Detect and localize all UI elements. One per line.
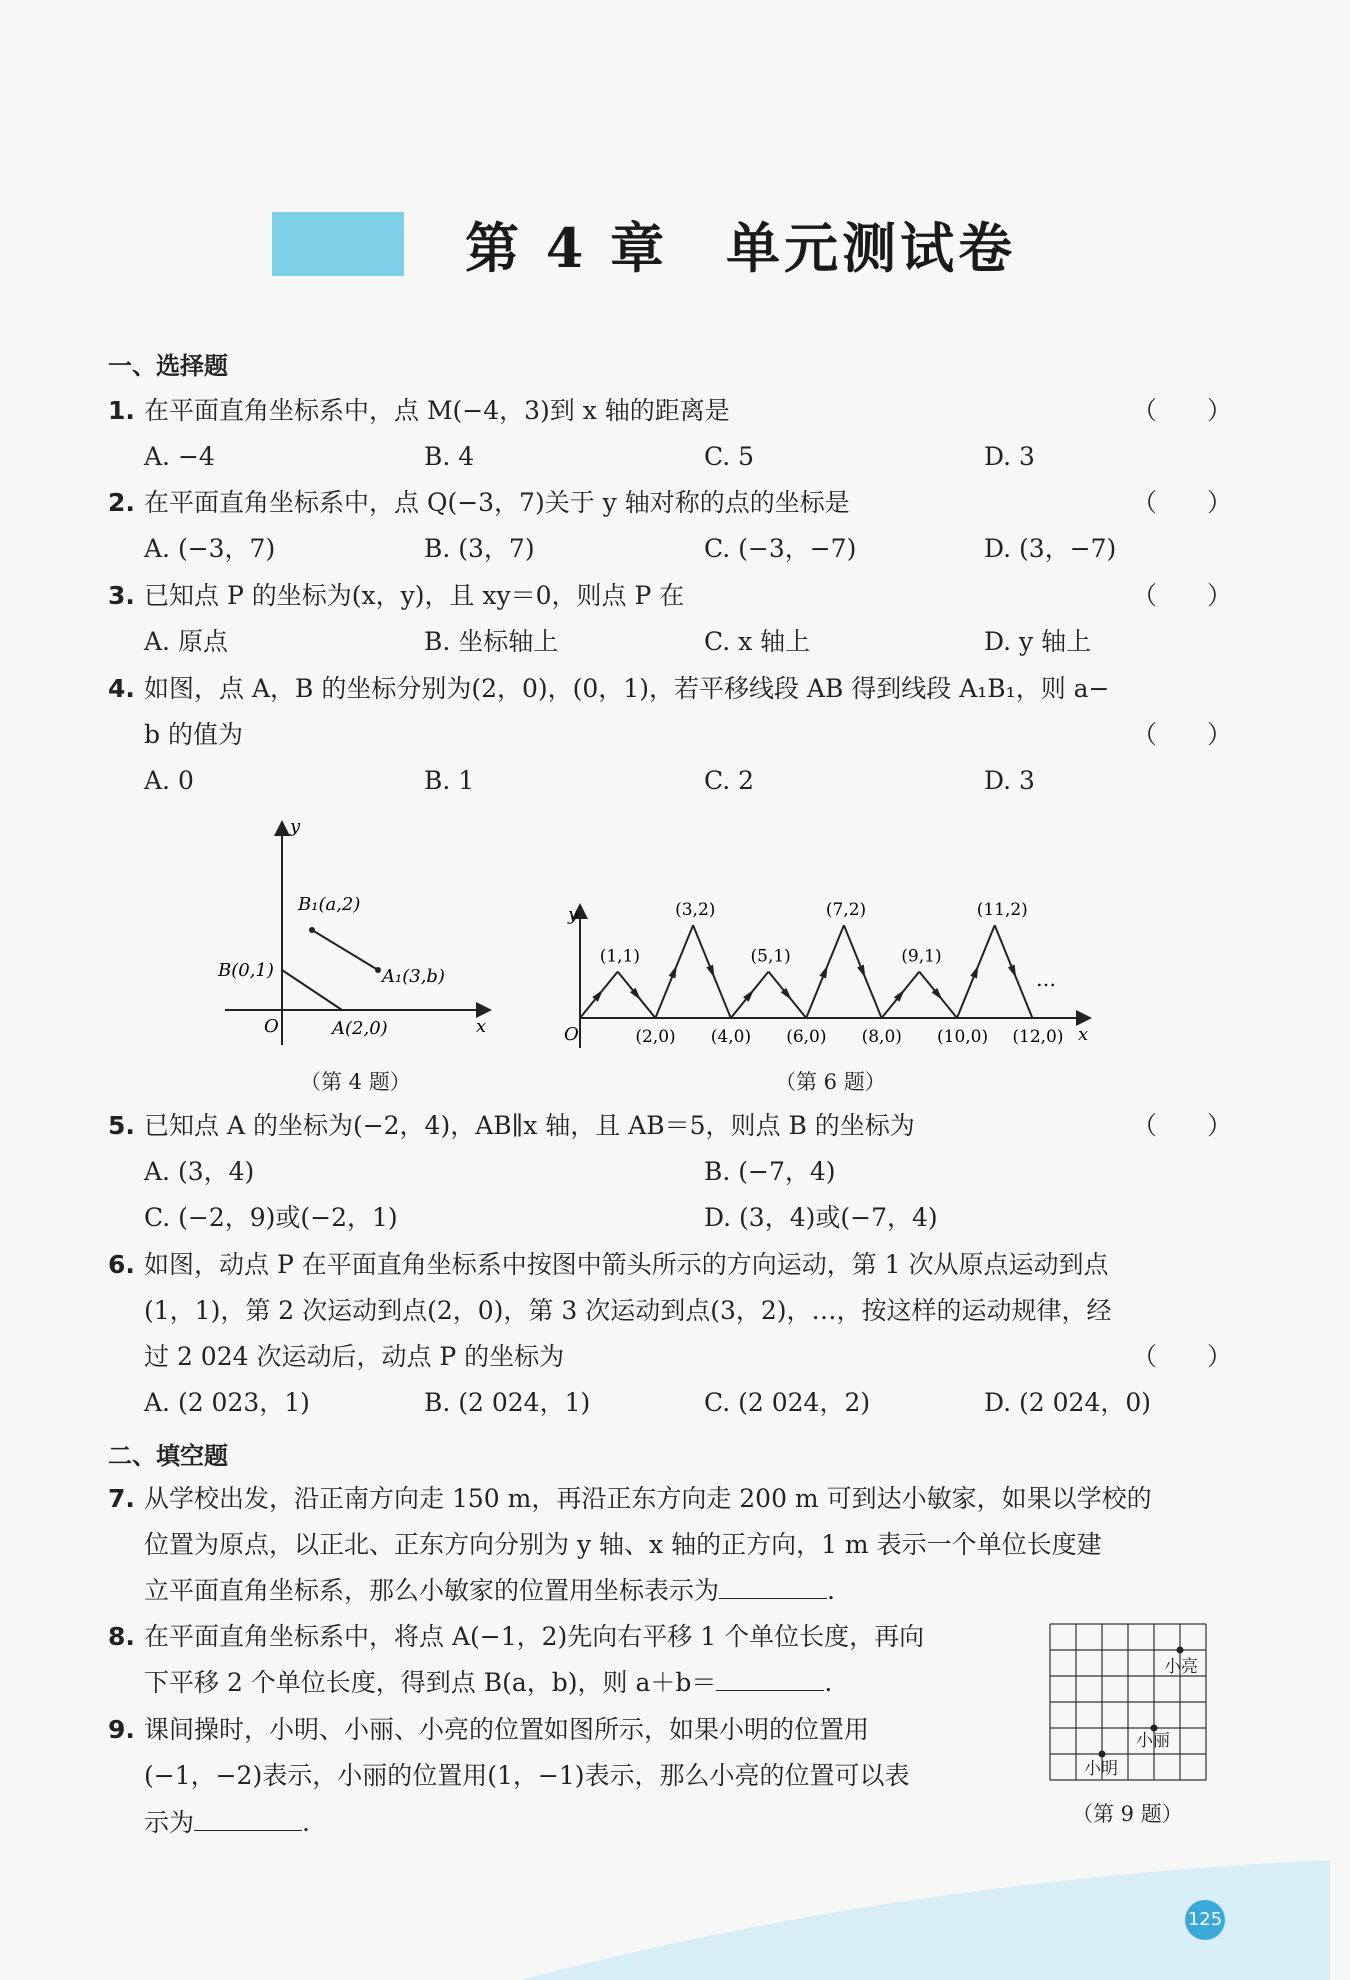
question-text: b 的值为 — [144, 720, 243, 749]
question-1 — [108, 388, 1232, 434]
title-color-block — [272, 212, 404, 276]
option-b: B. 4 — [424, 442, 475, 471]
question-4 — [108, 666, 1232, 712]
option-c: C. 5 — [704, 442, 755, 471]
vertex-label-bottom: (2,0) — [635, 1027, 676, 1047]
question-number: 5. — [108, 1111, 135, 1140]
option-c: C. (−3，−7) — [704, 534, 857, 563]
question-number: 8. — [108, 1622, 135, 1651]
question-3 — [108, 573, 1232, 619]
option-b: B. (−7，4) — [704, 1157, 836, 1186]
option-a: A. 0 — [144, 766, 194, 795]
direction-arrow — [669, 965, 677, 978]
label-a: A(2,0) — [332, 1018, 388, 1039]
x-axis-label: x — [1078, 1024, 1089, 1045]
figure-6-caption: （第 6 题） — [775, 1070, 886, 1094]
period: . — [827, 1576, 835, 1605]
answer-bracket: （ ） — [1131, 581, 1232, 610]
option-d: D. 3 — [984, 766, 1035, 795]
figure-9-grid — [1048, 1622, 1214, 1788]
option-a: A. (2 023，1) — [144, 1388, 310, 1417]
question-number: 1. — [108, 396, 135, 425]
question-number: 6. — [108, 1250, 135, 1279]
option-b: B. (2 024，1) — [424, 1388, 591, 1417]
chapter-title: 第 4 章 单元测试卷 — [465, 216, 1017, 280]
vertex-label-bottom: (4,0) — [710, 1027, 752, 1047]
option-d: D. y 轴上 — [984, 627, 1092, 656]
point-a1 — [375, 967, 381, 973]
direction-arrow — [819, 965, 827, 978]
label-b1: B₁(a,2) — [298, 894, 361, 915]
segment-ab — [282, 970, 342, 1010]
question-5-options-row-1 — [144, 1149, 1234, 1195]
vertex-label-bottom: (12,0) — [1012, 1027, 1064, 1047]
question-9-line-3 — [144, 1800, 310, 1846]
period: . — [302, 1808, 310, 1837]
option-c: C. (2 024，2) — [704, 1388, 871, 1417]
question-number: 3. — [108, 581, 135, 610]
question-6 — [108, 1242, 1232, 1288]
option-b: B. (3，7) — [424, 534, 535, 563]
question-4-options — [144, 758, 1234, 804]
direction-arrow — [706, 965, 714, 978]
answer-bracket: （ ） — [1131, 720, 1232, 749]
question-text: 如图，动点 P 在平面直角坐标系中按图中箭头所示的方向运动，第 1 次从原点运动到点 — [144, 1250, 1109, 1279]
motion-path — [580, 900, 1064, 1047]
question-7-line-2: 位置为原点，以正北、正东方向分别为 y 轴、x 轴的正方向，1 m 表示一个单位长度建 — [144, 1530, 1102, 1559]
question-text: 在平面直角坐标系中，点 Q(−3，7)关于 y 轴对称的点的坐标是 — [144, 488, 850, 517]
vertex-label-top: (1,1) — [599, 946, 641, 967]
direction-arrow — [857, 965, 865, 978]
question-8-line-2 — [144, 1660, 832, 1706]
question-5 — [108, 1103, 1232, 1149]
section-choice-heading: 一、选择题 — [108, 352, 228, 380]
vertex-label-bottom: (10,0) — [937, 1027, 989, 1047]
question-number: 7. — [108, 1484, 135, 1513]
label-xiaoming: 小明 — [1084, 1759, 1118, 1779]
option-c: C. 2 — [704, 766, 755, 795]
x-axis-label: x — [476, 1016, 487, 1037]
y-axis-label: y — [568, 904, 579, 925]
direction-arrow — [970, 965, 978, 978]
option-c: C. (−2，9)或(−2，1) — [144, 1203, 398, 1232]
answer-bracket: （ ） — [1131, 488, 1232, 517]
option-d: D. (3，−7) — [984, 534, 1117, 563]
question-7-line-3 — [144, 1568, 835, 1614]
answer-blank[interactable] — [716, 1670, 824, 1691]
question-number: 4. — [108, 674, 135, 703]
question-text: 过 2 024 次运动后，动点 P 的坐标为 — [144, 1342, 565, 1371]
question-number: 2. — [108, 488, 135, 517]
question-4-line-2 — [144, 712, 1232, 758]
vertex-label-bottom: (6,0) — [786, 1027, 827, 1047]
vertex-label-bottom: (8,0) — [861, 1027, 902, 1047]
option-c: C. x 轴上 — [704, 627, 811, 656]
question-text: 已知点 P 的坐标为(x，y)，且 xy＝0，则点 P 在 — [144, 581, 685, 610]
question-6-options — [144, 1380, 1234, 1426]
option-a: A. (3，4) — [144, 1157, 255, 1186]
question-number: 9. — [108, 1715, 135, 1744]
option-d: D. (3，4)或(−7，4) — [704, 1203, 938, 1232]
option-b: B. 1 — [424, 766, 475, 795]
vertex-label-top: (5,1) — [750, 946, 791, 967]
option-d: D. 3 — [984, 442, 1035, 471]
question-3-options — [144, 619, 1234, 665]
figure-4-caption: （第 4 题） — [300, 1070, 411, 1094]
question-text: 下平移 2 个单位长度，得到点 B(a，b)，则 a＋b＝ — [144, 1668, 717, 1697]
question-text: 如图，点 A，B 的坐标分别为(2，0)，(0，1)，若平移线段 AB 得到线段 A₁B₁，则 a− — [144, 674, 1110, 703]
label-xiaoli: 小丽 — [1136, 1731, 1170, 1751]
question-text: 课间操时，小明、小丽、小亮的位置如图所示，如果小明的位置用 — [144, 1715, 870, 1744]
vertex-label-top: (11,2) — [976, 900, 1028, 921]
answer-bracket: （ ） — [1131, 1342, 1232, 1371]
bottom-wave-decoration — [0, 1860, 1350, 1980]
answer-blank[interactable] — [719, 1578, 827, 1599]
question-1-options — [144, 434, 1234, 480]
option-b: B. 坐标轴上 — [424, 627, 559, 656]
question-text: 立平面直角坐标系，那么小敏家的位置用坐标表示为 — [144, 1576, 720, 1605]
question-text: 从学校出发，沿正南方向走 150 m，再沿正东方向走 200 m 可到达小敏家，如果以学校的 — [144, 1484, 1152, 1513]
answer-bracket: （ ） — [1131, 1111, 1232, 1140]
question-text: 示为 — [144, 1808, 195, 1837]
figure-9-caption: （第 9 题） — [1072, 1802, 1183, 1826]
answer-bracket: （ ） — [1131, 396, 1232, 425]
origin-label: O — [264, 1016, 279, 1037]
origin-label: O — [564, 1024, 579, 1045]
vertex-label-top: (3,2) — [675, 900, 716, 921]
option-a: A. −4 — [144, 442, 215, 471]
figure-4 — [210, 810, 510, 1050]
ellipsis: … — [1036, 967, 1056, 991]
question-2 — [108, 480, 1232, 526]
question-2-options — [144, 526, 1234, 572]
option-a: A. (−3，7) — [144, 534, 276, 563]
grid-lines — [1050, 1624, 1206, 1780]
question-text: 在平面直角坐标系中，将点 A(−1，2)先向右平移 1 个单位长度，再向 — [144, 1622, 925, 1651]
label-xiaoliang: 小亮 — [1164, 1657, 1198, 1677]
page-number: 125 — [1185, 1900, 1225, 1940]
point-xiaoming — [1099, 1751, 1106, 1758]
period: . — [824, 1668, 833, 1697]
question-text: 在平面直角坐标系中，点 M(−4，3)到 x 轴的距离是 — [144, 396, 730, 425]
question-text: 已知点 A 的坐标为(−2，4)，AB∥x 轴，且 AB＝5，则点 B 的坐标为 — [144, 1111, 915, 1140]
vertex-label-top: (7,2) — [825, 900, 867, 921]
question-5-options-row-2 — [144, 1195, 1234, 1241]
question-7 — [108, 1476, 1232, 1522]
y-axis-label: y — [290, 816, 301, 837]
label-b: B(0,1) — [218, 960, 274, 981]
vertex-label-top: (9,1) — [901, 946, 942, 967]
question-6-line-2: (1，1)，第 2 次运动到点(2，0)，第 3 次运动到点(3，2)，…，按这样的运动规律，经 — [144, 1296, 1112, 1325]
point-b1 — [309, 927, 315, 933]
answer-blank[interactable] — [194, 1810, 302, 1831]
option-a: A. 原点 — [144, 627, 228, 656]
option-d: D. (2 024，0) — [984, 1388, 1152, 1417]
direction-arrow — [1008, 965, 1016, 978]
segment-a1b1 — [312, 930, 378, 970]
section-fill-heading: 二、填空题 — [108, 1442, 228, 1470]
figure-6 — [550, 900, 1100, 1050]
label-a1: A₁(3,b) — [382, 966, 445, 987]
question-6-line-3 — [144, 1334, 1232, 1380]
point-xiaoliang — [1177, 1647, 1184, 1654]
question-9-line-2: (−1，−2)表示，小丽的位置用(1，−1)表示，那么小亮的位置可以表 — [144, 1761, 910, 1790]
